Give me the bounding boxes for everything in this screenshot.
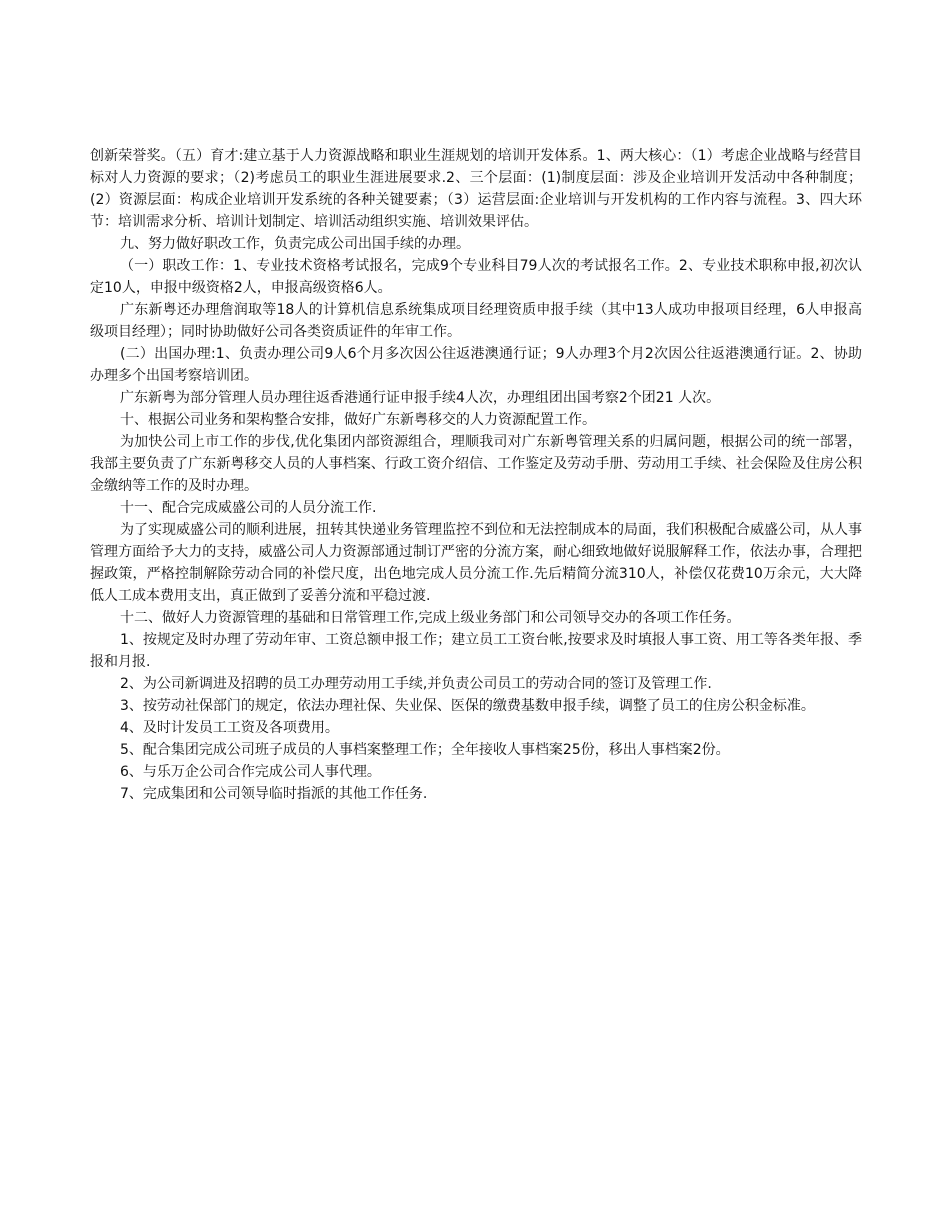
paragraph-overseas-permits: (二）出国办理:1、负责办理公司9人6个月多次因公往返港澳通行证；9人办理3个月2次因公往返港澳通行证。2、协助办理多个出国考察培训团。 [90,346,862,384]
paragraph-training-system: 创新荣誉奖。（五）育才:建立基于人力资源战略和职业生涯规划的培训开发体系。1、两大核心：（1）考虑企业战略与经营目标对人力资源的要求；（2)考虑员工的职业生涯进展要求.2、三个层面：(1)制度层面：涉及企业培训开发活动中各种制度；(2）资源层面：构成企业培训开发系统的各种关键要素；（3）运营层面:企业培训与开发机构的工作内容与流程。3、四大环节：培训需求分析、培训计划制定、培训活动组织实施、培训效果评估。 [90,148,862,230]
heading-section-12: 十二、做好人力资源管理的基础和日常管理工作,完成上级业务部门和公司领导交办的各项工作任务。 [120,610,741,626]
document-body [90,145,862,805]
paragraph-staff-diversion: 为了实现威盛公司的顺利进展，扭转其快递业务管理监控不到位和无法控制成本的局面，我们积极配合威盛公司，从人事管理方面给予大力的支持，威盛公司人力资源部通过制订严密的分流方案，耐心细致地做好说服解释工作，依法办事，合理把握政策，严格控制解除劳动合同的补偿尺度，出色地完成人员分流工作.先后精简分流310人，补偿仅花费10万余元，大大降低人工成本费用支出，真正做到了妥善分流和平稳过渡. [90,522,862,604]
paragraph-qualification: 广东新粤还办理詹润取等18人的计算机信息系统集成项目经理资质申报手续（其中13人成功申报项目经理，6人申报高级项目经理）；同时协助做好公司各类资质证件的年审工作。 [90,302,862,340]
paragraph-hk-permits: 广东新粤为部分管理人员办理往返香港通行证申报手续4人次，办理组团出国考察2个团21 人次。 [120,390,721,406]
paragraph-transfer: 为加快公司上市工作的步伐,优化集团内部资源组合，理顺我司对广东新粤管理关系的归属问题，根据公司的统一部署，我部主要负责了广东新粤移交人员的人事档案、行政工资介绍信、工作鉴定及劳动手册、劳动用工手续、社会保险及住房公积金缴纳等工作的及时办理。 [90,434,862,494]
list-item-1: 1、按规定及时办理了劳动年审、工资总额申报工作；建立员工工资台帐,按要求及时填报人事工资、用工等各类年报、季报和月报. [90,632,862,670]
list-item-6: 6、与乐万企公司合作完成公司人事代理。 [120,764,381,780]
list-item-7: 7、完成集团和公司领导临时指派的其他工作任务. [120,786,428,802]
paragraph-title-reform: （一）职改工作：1、专业技术资格考试报名，完成9个专业科目79人次的考试报名工作。2、专业技术职称申报,初次认定10人，申报中级资格2人，申报高级资格6人。 [90,258,862,296]
list-item-4: 4、及时计发员工工资及各项费用。 [120,720,339,736]
list-item-5: 5、配合集团完成公司班子成员的人事档案整理工作；全年接收人事档案25份，移出人事档案2份。 [120,742,730,758]
heading-section-11: 十一、配合完成威盛公司的人员分流工作. [120,500,377,516]
heading-section-10: 十、根据公司业务和架构整合安排，做好广东新粤移交的人力资源配置工作。 [120,412,596,428]
list-item-2: 2、为公司新调进及招聘的员工办理劳动用工手续,并负责公司员工的劳动合同的签订及管理工作. [120,676,712,692]
heading-section-9: 九、努力做好职改工作，负责完成公司出国手续的办理。 [120,236,470,252]
list-item-3: 3、按劳动社保部门的规定，依法办理社保、失业保、医保的缴费基数申报手续，调整了员工的住房公积金标准。 [120,698,815,714]
